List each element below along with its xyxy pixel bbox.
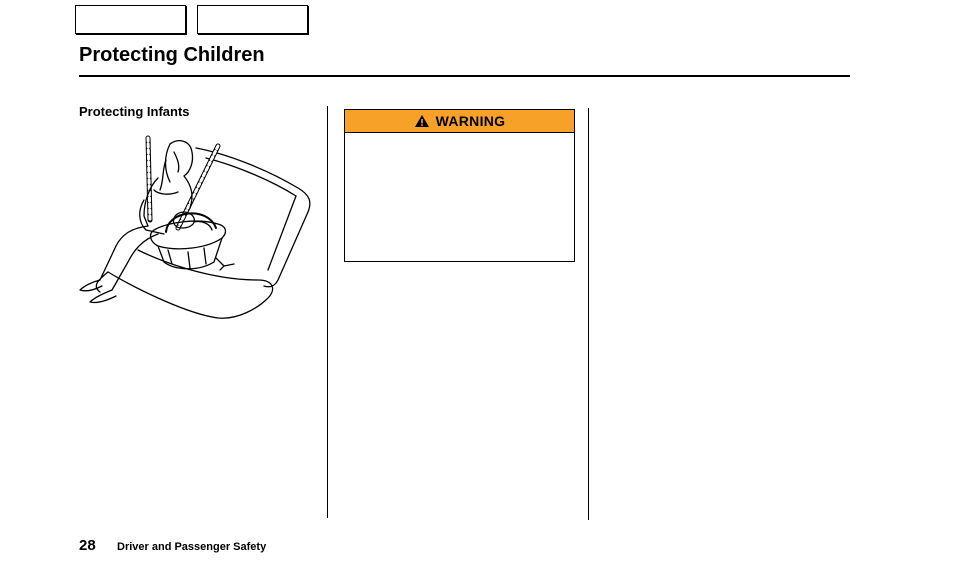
infant-seat-illustration — [78, 130, 312, 322]
nav-button-next[interactable] — [197, 5, 308, 34]
column-divider-left — [327, 106, 328, 518]
warning-box — [344, 109, 575, 262]
footer-section-name: Driver and Passenger Safety — [117, 541, 267, 553]
warning-triangle-icon — [414, 114, 430, 128]
warning-header — [345, 110, 574, 133]
column-divider-right — [588, 108, 589, 520]
nav-button-previous[interactable] — [75, 5, 186, 34]
warning-label: WARNING — [435, 113, 506, 129]
page-title: Protecting Children — [79, 44, 265, 66]
page-number: 28 — [79, 537, 96, 554]
title-divider — [79, 75, 850, 77]
section-heading: Protecting Infants — [79, 104, 190, 119]
